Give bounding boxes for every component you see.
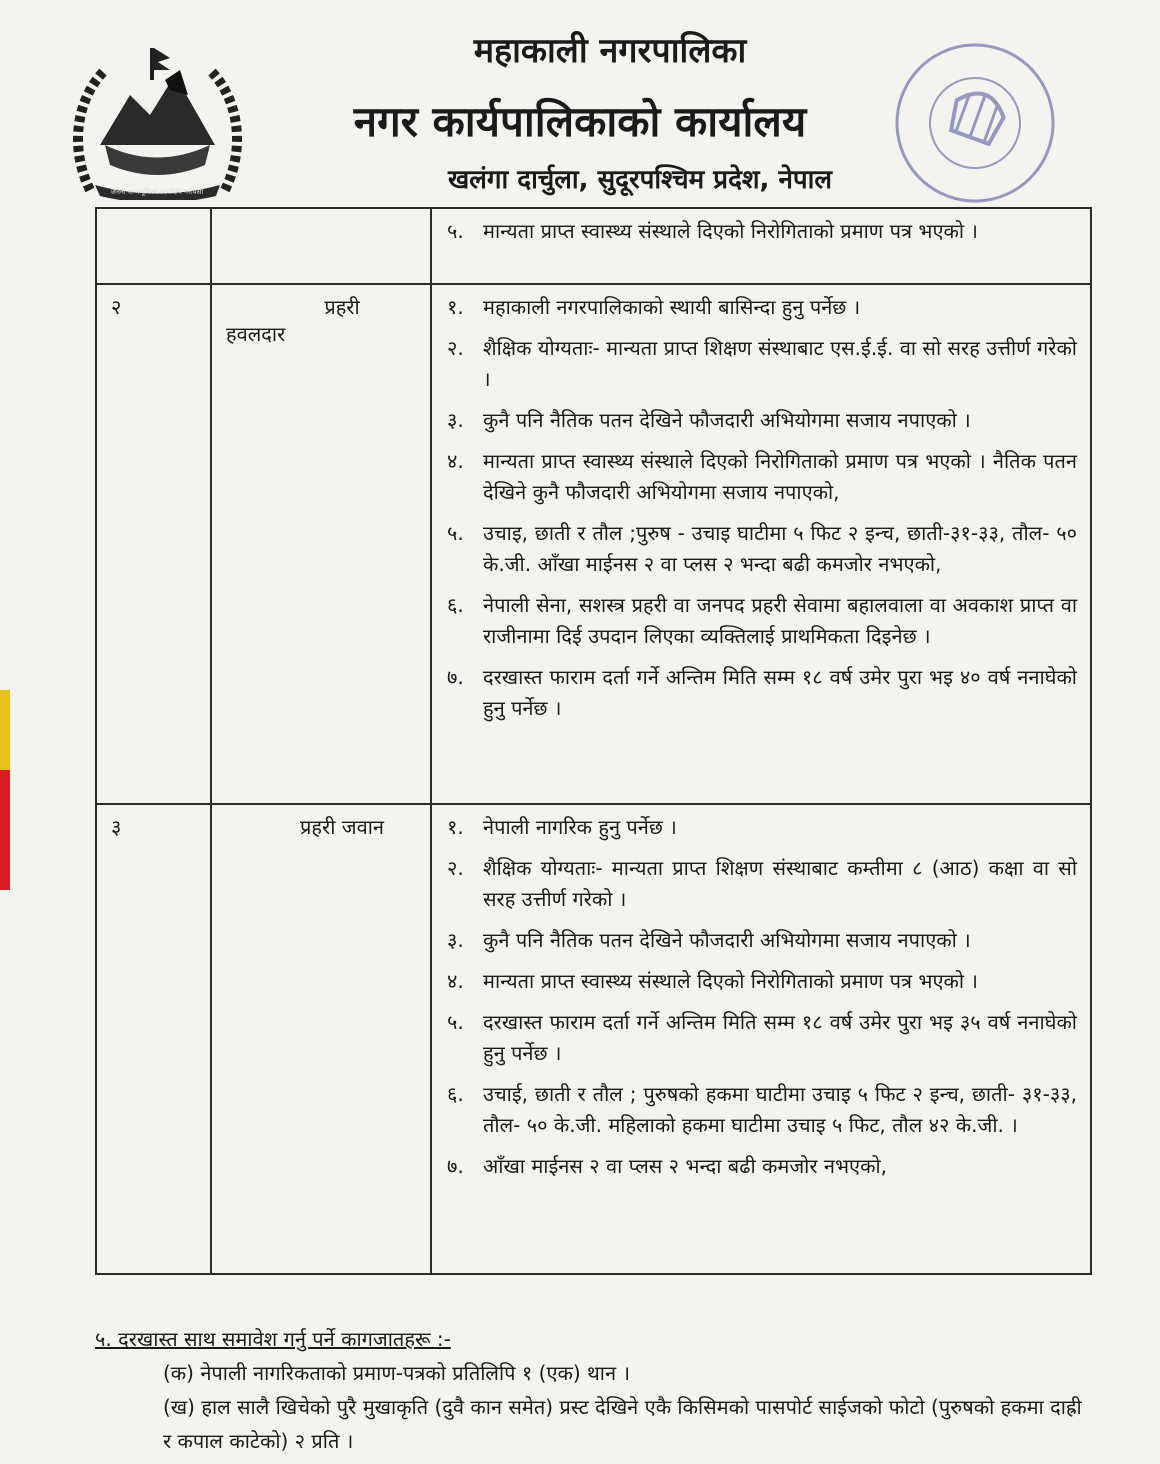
serial-cell	[96, 208, 211, 284]
document-item-ka: (क) नेपाली नागरिकताको प्रमाण-पत्रको प्रतिलिपि १ (एक) थान ।	[163, 1361, 631, 1385]
requirement-item: ७. दरखास्त फाराम दर्ता गर्ने अन्तिम मिति सम्म १८ वर्ष उमेर पुरा भइ ४० वर्ष ननाघेको हुनु पर्नेछ ।	[447, 665, 1077, 720]
requirements-cell	[431, 208, 1091, 284]
required-documents-section	[95, 1322, 1085, 1458]
serial-cell: २	[96, 284, 211, 804]
requirement-item: ३. कुनै पनि नैतिक पतन देखिने फौजदारी अभियोगमा सजाय नपाएको ।	[447, 408, 971, 432]
page-edge-strip	[0, 690, 10, 890]
post-cell	[211, 804, 431, 1274]
requirement-item: १. महाकाली नगरपालिकाको स्थायी बासिन्दा हुनु पर्नेछ ।	[447, 295, 861, 319]
post-name-line1: प्रहरी	[324, 295, 360, 319]
document-item-kha: (ख) हाल सालै खिचेको पुरै मुखाकृति (दुवै कान समेत) प्रस्ट देखिने एकै किसिमको पासपोर्ट साईजको फोटो (पुरुषको हकमा दाह्री र कपाल काटेको) २ प्रति ।	[163, 1395, 1082, 1453]
office-address: खलंगा दार्चुला, सुदूरपश्चिम प्रदेश, नेपाल	[447, 165, 833, 195]
requirement-item: ७. आँखा माईनस २ वा प्लस २ भन्दा बढी कमजोर नभएको,	[447, 1154, 888, 1178]
requirement-item: ६. नेपाली सेना, सशस्त्र प्रहरी वा जनपद प्रहरी सेवामा बहालवाला वा अवकाश प्राप्त वा राजीनामा दिई उपदान लिएका व्यक्तिलाई प्राथमिकता दिइनेछ ।	[447, 593, 1077, 648]
requirements-cell	[431, 804, 1091, 1274]
serial-cell: ३	[96, 804, 211, 1274]
requirement-item: २. शैक्षिक योग्यताः- मान्यता प्राप्त शिक्षण संस्थाबाट कम्तीमा ८ (आठ) कक्षा वा सो सरह उत्तीर्ण गरेको ।	[447, 856, 1077, 911]
office-title: नगर कार्यपालिकाको कार्यालय	[353, 97, 807, 146]
table-row	[96, 208, 1091, 284]
post-cell	[211, 284, 431, 804]
documents-heading: ५. दरखास्त साथ समावेश गर्नु पर्ने कागजातहरू :-	[95, 1327, 451, 1351]
requirement-item: ५. मान्यता प्राप्त स्वास्थ्य संस्थाले दिएको निरोगिताको प्रमाण पत्र भएको ।	[447, 219, 978, 243]
table-row	[96, 804, 1091, 1274]
post-cell	[211, 208, 431, 284]
requirement-item: ६. उचाई, छाती र तौल ; पुरुषको हकमा घाटीमा उचाइ ५ फिट २ इन्च, छाती- ३१-३३, तौल- ५० के.जी. महिलाको हकमा घाटीमा उचाइ ५ फिट, तौल ४२ के.जी. ।	[447, 1082, 1077, 1137]
post-name-line2: हवलदार	[226, 322, 286, 346]
requirement-item: ३. कुनै पनि नैतिक पतन देखिने फौजदारी अभियोगमा सजाय नपाएको ।	[447, 928, 971, 952]
eligibility-table	[95, 207, 1092, 1275]
requirement-item: २. शैक्षिक योग्यताः- मान्यता प्राप्त शिक्षण संस्थाबाट एस.ई.ई. वा सो सरह उत्तीर्ण गरेको ।	[447, 336, 1077, 391]
table-row	[96, 284, 1091, 804]
requirement-item: ४. मान्यता प्राप्त स्वास्थ्य संस्थाले दिएको निरोगिताको प्रमाण पत्र भएको ।	[447, 969, 978, 993]
requirement-item: ५. दरखास्त फाराम दर्ता गर्ने अन्तिम मिति सम्म १८ वर्ष उमेर पुरा भइ ३५ वर्ष ननाघेको हुनु पर्नेछ ।	[447, 1010, 1077, 1065]
requirements-cell	[431, 284, 1091, 804]
requirement-item: १. नेपाली नागरिक हुनु पर्नेछ ।	[447, 815, 677, 839]
municipality-name: महाकाली नगरपालिका	[473, 31, 747, 71]
post-name-line1: प्रहरी जवान	[300, 815, 384, 839]
emblem-motto: जननी जन्मभूमिश्च स्वर्गादपि गरीयसी	[110, 188, 204, 196]
requirement-item: ४. मान्यता प्राप्त स्वास्थ्य संस्थाले दिएको निरोगिताको प्रमाण पत्र भएको । नैतिक पतन देखिने कुनै फौजदारी अभियोगमा सजाय नपाएको,	[447, 449, 1077, 504]
requirement-item: ५. उचाइ, छाती र तौल ;पुरुष - उचाइ घाटीमा ५ फिट २ इन्च, छाती-३१-३३, तौल- ५० के.जी. आँखा माईनस २ वा प्लस २ भन्दा बढी कमजोर नभएको,	[447, 521, 1077, 576]
